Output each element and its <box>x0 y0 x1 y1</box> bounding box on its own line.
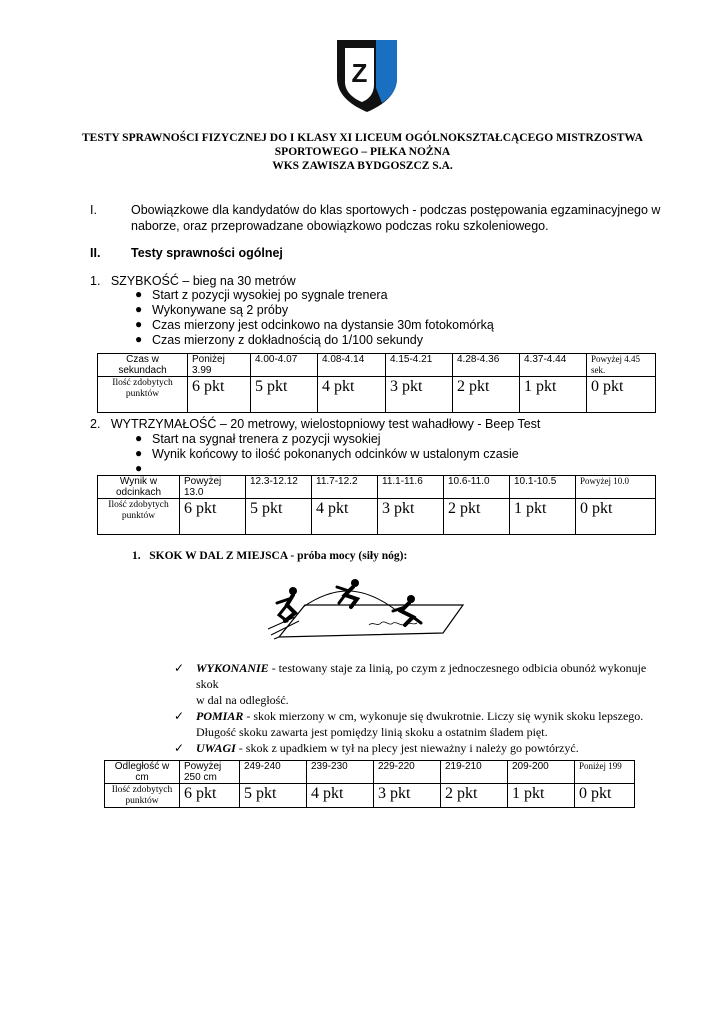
table-cell: 4 pkt <box>318 377 386 413</box>
section-1-text <box>131 202 661 234</box>
table-cell: Powyżej 13.0 <box>180 476 246 499</box>
table-cell: 0 pkt <box>587 377 656 413</box>
instruction-item: ✓ POMIAR - skok mierzony w cm, wykonuje się dwukrotnie. Liczy się wynik skoku lepszego. Długość skoku zawarta jest pomiędzy linią skoku a ostatnim śladem pięt. <box>174 709 644 739</box>
bullet-icon: ● <box>135 332 143 346</box>
test-2-heading: 2. WYTRZYMAŁOŚĆ – 20 metrowy, wielostopniowy test wahadłowy - Beep Test <box>90 417 541 431</box>
bullet-icon: ● <box>135 317 143 331</box>
bullet-icon: ● <box>135 287 143 301</box>
section-1-line-1: Obowiązkowe dla kandydatów do klas sportowych - podczas postępowania egzaminacyjnego w <box>131 203 661 217</box>
table-cell: 2 pkt <box>444 499 510 535</box>
checkmark-icon: ✓ <box>174 661 185 675</box>
checkmark-icon: ✓ <box>174 741 185 755</box>
test-2-bullets <box>135 431 652 477</box>
jump-score-table <box>104 760 635 808</box>
table-cell: 3 pkt <box>386 377 453 413</box>
row-label: Ilość zdobytych punktów <box>98 377 188 413</box>
table-cell: 0 pkt <box>575 784 635 808</box>
test-3-heading: 1. SKOK W DAL Z MIEJSCA - próba mocy (siły nóg): <box>132 550 408 562</box>
bullet-icon: ● <box>135 302 143 316</box>
section-1-line-2: naborze, oraz przeprowadzane obowiązkowo podczas roku szkoleniowego. <box>131 219 549 233</box>
section-1-number: I. <box>90 203 97 217</box>
section-2-heading: Testy sprawności ogólnej <box>131 246 283 260</box>
table-cell: 1 pkt <box>510 499 576 535</box>
bullet-icon: ● <box>135 461 143 475</box>
table-cell: 10.6-11.0 <box>444 476 510 499</box>
title-line-2: SPORTOWEGO – PIŁKA NOŻNA <box>274 146 451 158</box>
table-cell: 4.00-4.07 <box>251 354 318 377</box>
table-cell: 11.1-11.6 <box>378 476 444 499</box>
table-cell: 4.37-4.44 <box>520 354 587 377</box>
row-label: Odległość w cm <box>105 761 180 784</box>
table-cell: 1 pkt <box>508 784 575 808</box>
table-cell: 1 pkt <box>520 377 587 413</box>
title-line-3: WKS ZAWISZA BYDGOSZCZ S.A. <box>272 160 453 172</box>
speed-score-table <box>97 353 656 413</box>
table-cell: Powyżej 10.0 <box>576 476 656 499</box>
instruction-item: ✓ UWAGI - skok z upadkiem w tył na plecy jest nieważny i należy go powtórzyć. <box>174 741 579 755</box>
table-cell: 209-200 <box>508 761 575 784</box>
table-cell: 12.3-12.12 <box>246 476 312 499</box>
row-label: Ilość zdobytych punktów <box>105 784 180 808</box>
table-cell: 5 pkt <box>246 499 312 535</box>
table-cell: 2 pkt <box>453 377 520 413</box>
bullet-item: ● Czas mierzony jest odcinkowo na dystansie 30m fotokomórką <box>135 317 494 332</box>
table-cell: 11.7-12.2 <box>312 476 378 499</box>
row-label: Wynik w odcinkach <box>98 476 180 499</box>
table-cell: 6 pkt <box>188 377 251 413</box>
section-2-number: II. <box>90 246 101 260</box>
bullet-item: ● Start z pozycji wysokiej po sygnale trenera <box>135 287 388 302</box>
club-logo <box>335 38 399 114</box>
row-label: Czas w sekundach <box>98 354 188 377</box>
table-cell: 0 pkt <box>576 499 656 535</box>
bullet-icon: ● <box>135 446 143 460</box>
row-label: Ilość zdobytych punktów <box>98 499 180 535</box>
table-cell: 4 pkt <box>312 499 378 535</box>
table-cell: 4.15-4.21 <box>386 354 453 377</box>
document-title <box>40 131 685 173</box>
table-cell: 4.28-4.36 <box>453 354 520 377</box>
table-cell: 3 pkt <box>378 499 444 535</box>
table-cell: 4 pkt <box>307 784 374 808</box>
table-cell: 5 pkt <box>240 784 307 808</box>
title-line-1: TESTY SPRAWNOŚCI FIZYCZNEJ DO I KLASY XI LICEUM OGÓLNOKSZTAŁCĄCEGO MISTRZOSTWA <box>82 132 643 144</box>
table-cell: 6 pkt <box>180 499 246 535</box>
table-cell: 10.1-10.5 <box>510 476 576 499</box>
bullet-item: ● Wynik końcowy to ilość pokonanych odcinków w ustalonym czasie <box>135 446 519 461</box>
bullet-item: ● Czas mierzony z dokładnością do 1/100 sekundy <box>135 332 423 347</box>
endurance-score-table <box>97 475 656 535</box>
checkmark-icon: ✓ <box>174 709 185 723</box>
table-cell: 3 pkt <box>374 784 441 808</box>
svg-text:Z: Z <box>351 58 368 88</box>
bullet-icon: ● <box>135 431 143 445</box>
table-cell: Powyżej 250 cm <box>180 761 240 784</box>
test-1-heading: 1. SZYBKOŚĆ – bieg na 30 metrów <box>90 274 296 288</box>
table-cell: 239-230 <box>307 761 374 784</box>
long-jump-illustration <box>265 577 470 641</box>
instruction-item: ✓ WYKONANIE - testowany staje za linią, po czym z jednoczesnego odbicia obunóż wykonuje skok w dal na odległość. <box>174 661 647 707</box>
table-cell: 6 pkt <box>180 784 240 808</box>
table-cell: 5 pkt <box>251 377 318 413</box>
bullet-item: ● Start na sygnał trenera z pozycji wysokiej <box>135 431 381 446</box>
table-cell: Powyżej 4.45 sek. <box>587 354 656 377</box>
table-cell: Poniżej 199 <box>575 761 635 784</box>
table-cell: 219-210 <box>441 761 508 784</box>
bullet-item: ● Wykonywane są 2 próby <box>135 302 289 317</box>
test-3-instructions <box>174 660 666 756</box>
table-cell: 2 pkt <box>441 784 508 808</box>
table-cell: 249-240 <box>240 761 307 784</box>
table-cell: 229-220 <box>374 761 441 784</box>
table-cell: 4.08-4.14 <box>318 354 386 377</box>
table-cell: Poniżej 3.99 <box>188 354 251 377</box>
test-1-bullets <box>135 287 652 348</box>
